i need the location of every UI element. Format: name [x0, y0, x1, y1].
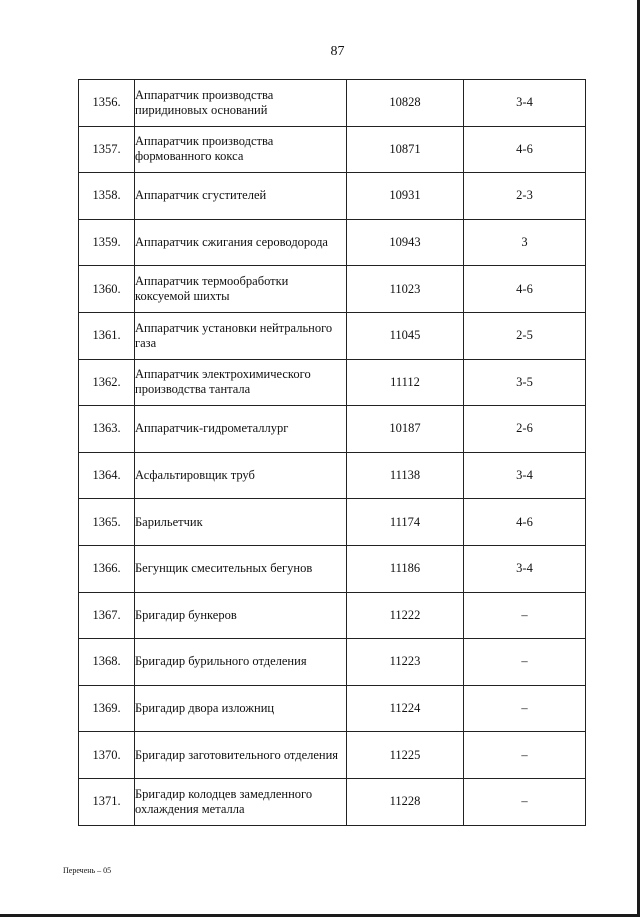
row-number: 1367.	[79, 592, 135, 639]
row-number: 1360.	[79, 266, 135, 313]
profession-table	[78, 79, 586, 826]
row-number: 1359.	[79, 219, 135, 266]
table-row	[79, 778, 586, 825]
qualification-category: –	[464, 732, 586, 779]
table-row	[79, 312, 586, 359]
qualification-category: 2-3	[464, 173, 586, 220]
profession-code: 11224	[347, 685, 464, 732]
table-row	[79, 359, 586, 406]
profession-code: 10943	[347, 219, 464, 266]
row-number: 1357.	[79, 126, 135, 173]
profession-name: Аппаратчик электрохимического производства тантала	[135, 359, 347, 406]
profession-name: Аппаратчик производства формованного кокса	[135, 126, 347, 173]
qualification-category: 4-6	[464, 126, 586, 173]
table-row	[79, 732, 586, 779]
row-number: 1363.	[79, 406, 135, 453]
profession-code: 11223	[347, 639, 464, 686]
profession-name: Бригадир бункеров	[135, 592, 347, 639]
profession-name: Бегунщик смесительных бегунов	[135, 545, 347, 592]
qualification-category: –	[464, 778, 586, 825]
profession-code: 11222	[347, 592, 464, 639]
qualification-category: 3-5	[464, 359, 586, 406]
table-row	[79, 685, 586, 732]
row-number: 1369.	[79, 685, 135, 732]
qualification-category: 2-5	[464, 312, 586, 359]
qualification-category: –	[464, 592, 586, 639]
table-row	[79, 592, 586, 639]
profession-name: Аппаратчик сгустителей	[135, 173, 347, 220]
row-number: 1365.	[79, 499, 135, 546]
profession-name: Аппаратчик сжигания сероводорода	[135, 219, 347, 266]
profession-name: Аппаратчик термообработки коксуемой шихты	[135, 266, 347, 313]
qualification-category: 2-6	[464, 406, 586, 453]
profession-code: 11045	[347, 312, 464, 359]
profession-code: 10871	[347, 126, 464, 173]
profession-table-body	[79, 80, 586, 826]
table-row	[79, 126, 586, 173]
table-row	[79, 499, 586, 546]
table-row	[79, 80, 586, 127]
profession-code: 11186	[347, 545, 464, 592]
profession-name: Бригадир двора изложниц	[135, 685, 347, 732]
qualification-category: 3-4	[464, 452, 586, 499]
row-number: 1370.	[79, 732, 135, 779]
profession-name: Барильетчик	[135, 499, 347, 546]
table-row	[79, 219, 586, 266]
row-number: 1356.	[79, 80, 135, 127]
profession-code: 11023	[347, 266, 464, 313]
profession-code: 11138	[347, 452, 464, 499]
profession-name: Бригадир колодцев замедленного охлаждения металла	[135, 778, 347, 825]
table-row	[79, 639, 586, 686]
table-row	[79, 545, 586, 592]
qualification-category: 3-4	[464, 80, 586, 127]
profession-name: Аппаратчик-гидрометаллург	[135, 406, 347, 453]
qualification-category: 4-6	[464, 266, 586, 313]
row-number: 1366.	[79, 545, 135, 592]
row-number: 1362.	[79, 359, 135, 406]
table-row	[79, 266, 586, 313]
row-number: 1368.	[79, 639, 135, 686]
table-row	[79, 173, 586, 220]
qualification-category: 4-6	[464, 499, 586, 546]
profession-code: 11112	[347, 359, 464, 406]
row-number: 1358.	[79, 173, 135, 220]
profession-code: 11174	[347, 499, 464, 546]
table-row	[79, 406, 586, 453]
row-number: 1361.	[79, 312, 135, 359]
profession-code: 11225	[347, 732, 464, 779]
profession-name: Асфальтировщик труб	[135, 452, 347, 499]
page-number: 87	[330, 44, 345, 59]
qualification-category: 3	[464, 219, 586, 266]
qualification-category: 3-4	[464, 545, 586, 592]
profession-name: Аппаратчик установки нейтрального газа	[135, 312, 347, 359]
profession-code: 10187	[347, 406, 464, 453]
footer-label: Перечень – 05	[63, 866, 112, 875]
profession-code: 10828	[347, 80, 464, 127]
qualification-category: –	[464, 685, 586, 732]
profession-name: Бригадир бурильного отделения	[135, 639, 347, 686]
profession-name: Аппаратчик производства пиридиновых оснований	[135, 80, 347, 127]
profession-code: 11228	[347, 778, 464, 825]
qualification-category: –	[464, 639, 586, 686]
profession-code: 10931	[347, 173, 464, 220]
row-number: 1364.	[79, 452, 135, 499]
profession-name: Бригадир заготовительного отделения	[135, 732, 347, 779]
table-row	[79, 452, 586, 499]
row-number: 1371.	[79, 778, 135, 825]
